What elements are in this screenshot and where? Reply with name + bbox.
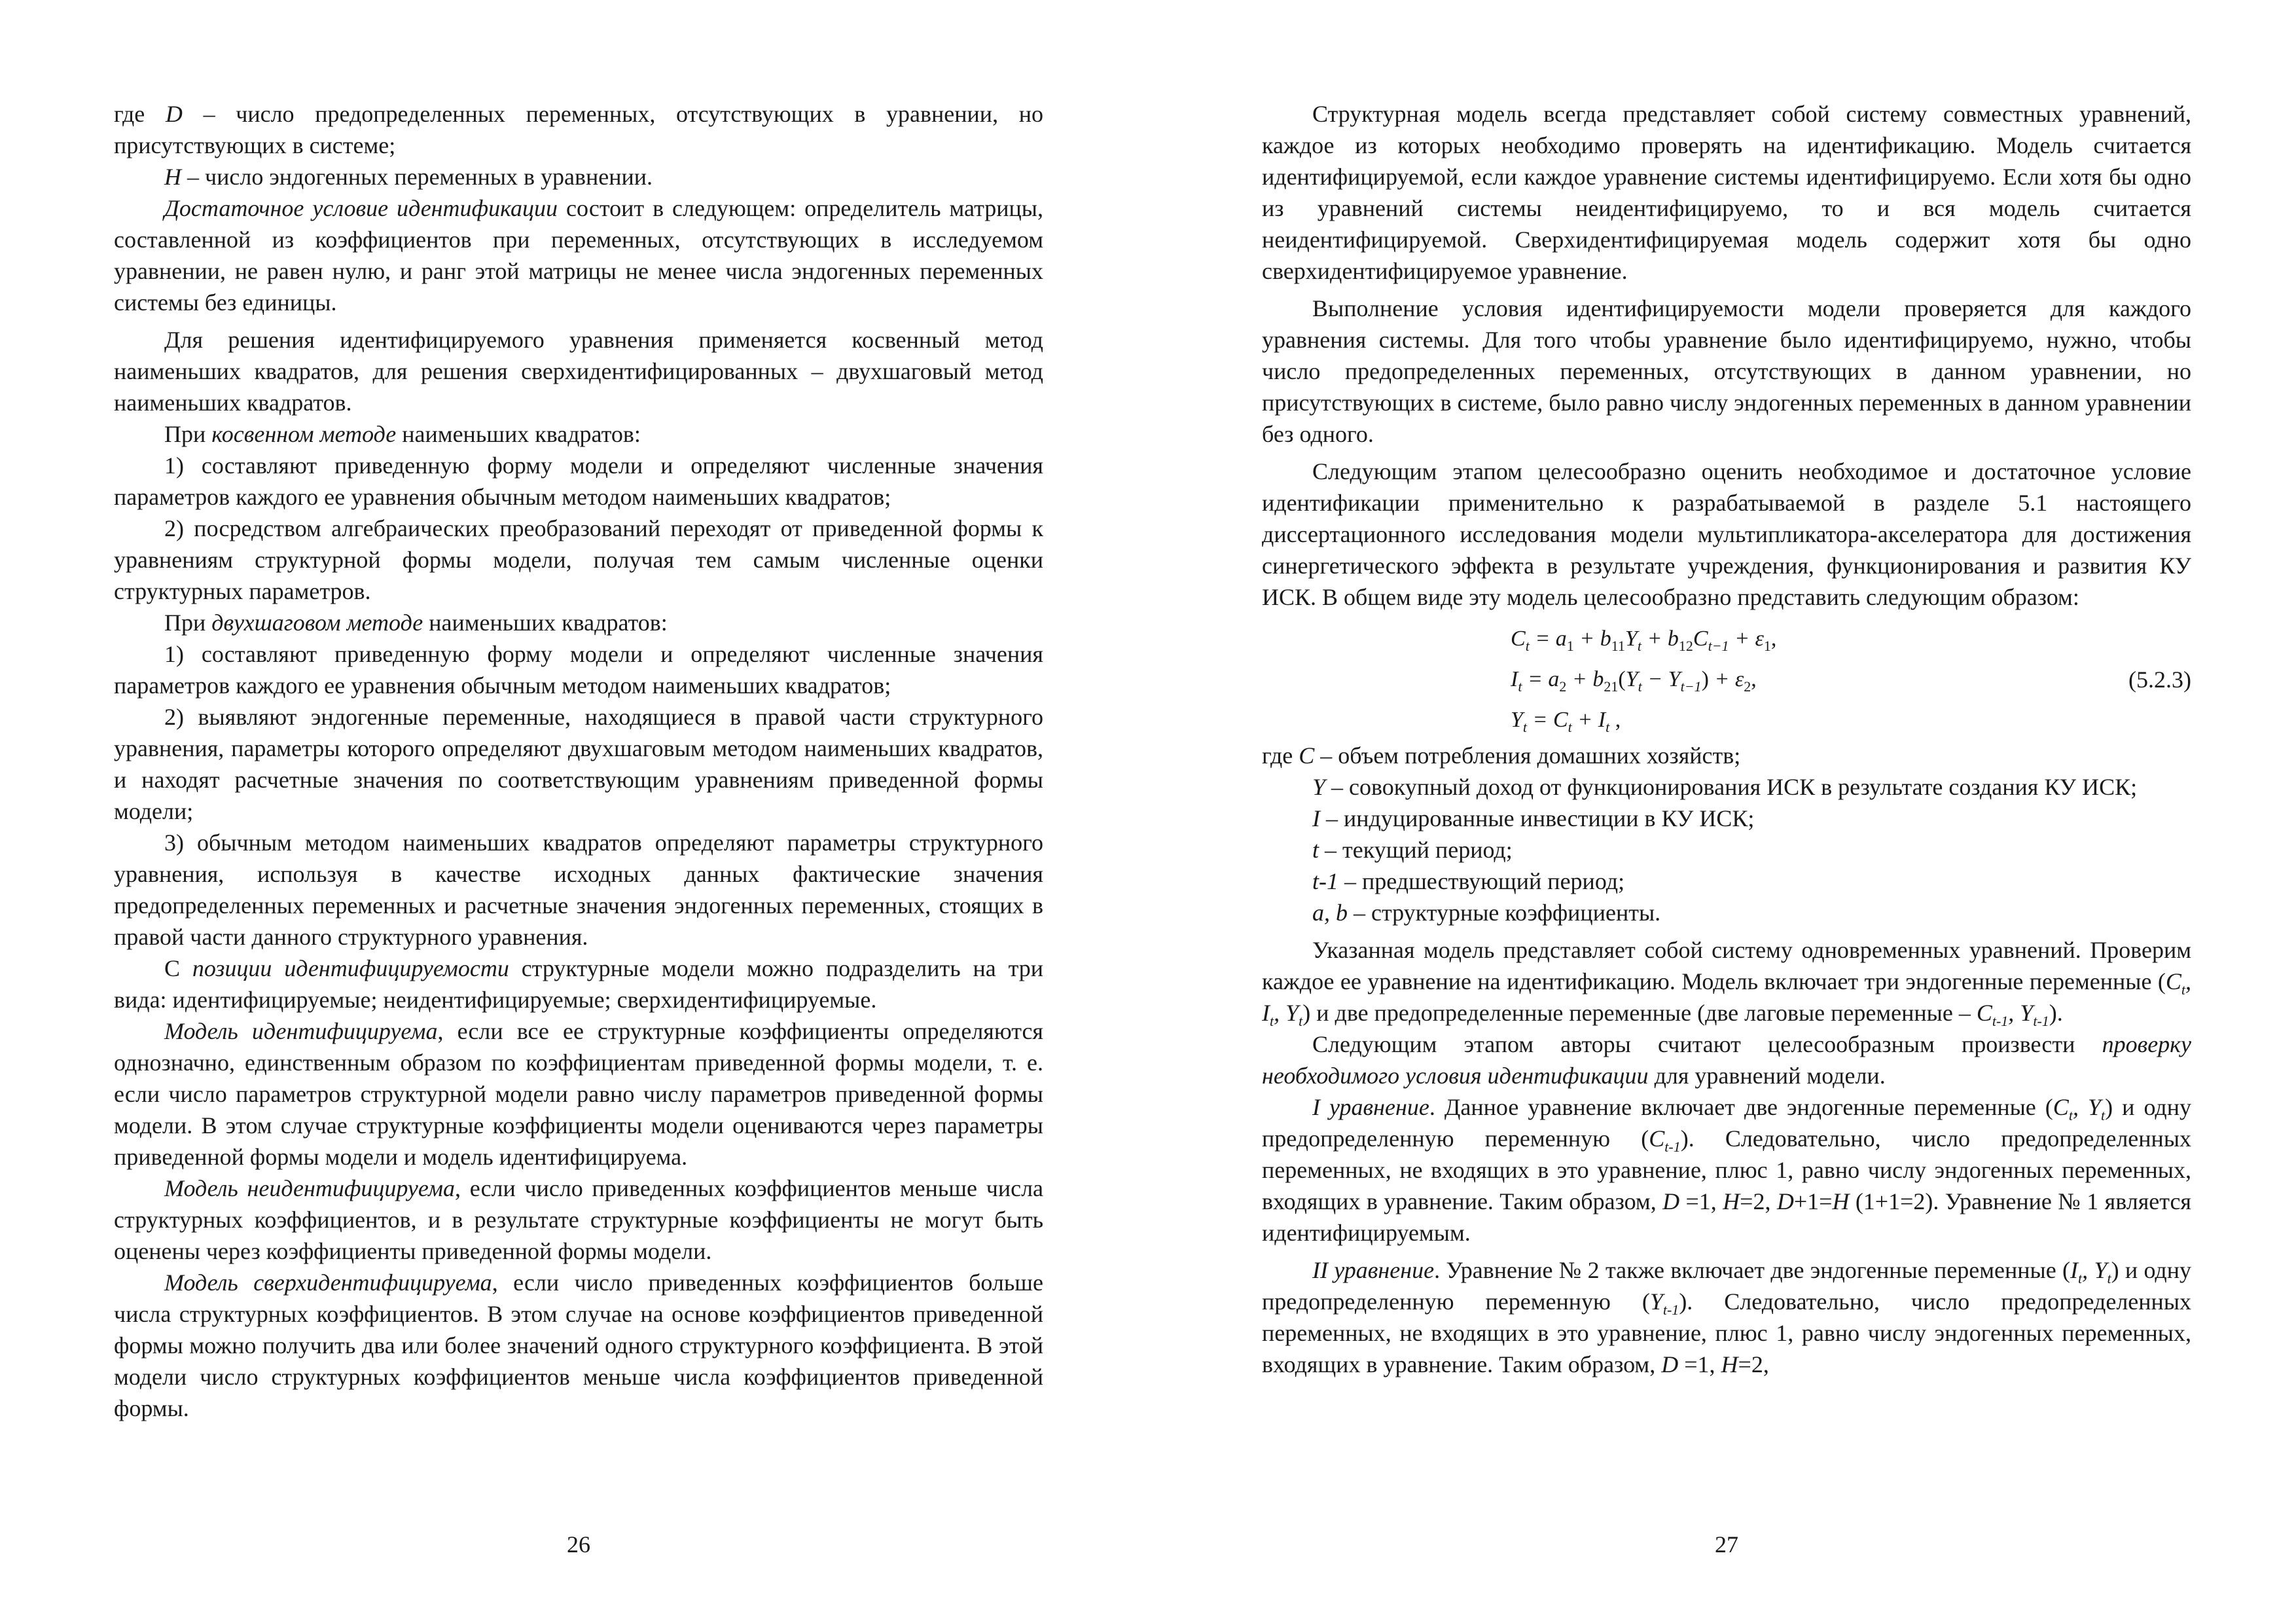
- equation-investment: $I_t = a_2 + b_{21}(Y_t - Y_{t-1}) + \varepsilon_2$,: [1511, 667, 1757, 695]
- list-item: 2) посредством алгебраических преобразований переходят от приведенной формы к уравнениям структурной формы модели, получая тем самым численные оценки структурных параметров.: [114, 515, 1043, 604]
- equation-number: (5.2.3): [2128, 666, 2191, 693]
- list-item: 2) выявляют эндогенные переменные, находящиеся в правой части структурного уравнения, параметры которого определяют двухшаговым методом наименьших квадратов, и находят расчетные значения по соответствующим уравнениям приведенной формы модели;: [114, 704, 1043, 824]
- paragraph: где D – число предопределенных переменных, отсутствующих в уравнении, но присутствующих в системе;: [114, 101, 1043, 158]
- paragraph: I – индуцированные инвестиции в КУ ИСК;: [1312, 805, 1755, 831]
- paragraph: С позиции идентифицируемости структурные модели можно подразделить на три вида: идентифицируемые; неидентифицируемые; сверхидентифицируемые.: [114, 955, 1044, 1013]
- page-number: 27: [1715, 1531, 1738, 1558]
- paragraph: Следующим этапом целесообразно оценить необходимое и достаточное условие идентификации применительно к разрабатываемой в разделе 5.1 настоящего диссертационного исследования модели мультипликатора-акселератора для достижения синергетического эффекта в результате учреждения, функционирования и развития КУ ИСК. В общем виде эту модель целесообразно представить следующим образом:: [1262, 458, 2191, 610]
- list-item: 1) составляют приведенную форму модели и определяют численные значения параметров каждого ее уравнения обычным методом наименьших квадратов;: [114, 641, 1043, 699]
- paragraph: Выполнение условия идентифицируемости модели проверяется для каждого уравнения системы. Для того чтобы уравнение было идентифицируемо, нужно, чтобы число предопределенных переменных, отсутствующих в данном уравнении, но присутствующих в системе, было равно числу эндогенных переменных в данном уравнении без одного.: [1262, 295, 2191, 447]
- left-text-column: [114, 98, 1043, 1424]
- paragraph: Для решения идентифицируемого уравнения применяется косвенный метод наименьших квадратов, для решения сверхидентифицированных – двухшаговый метод наименьших квадратов.: [114, 327, 1043, 416]
- paragraph: Структурная модель всегда представляет собой систему совместных уравнений, каждое из которых необходимо проверять на идентификацию. Модель считается идентифицируемой, если каждое уравнение системы идентифицируемо. Если хотя бы одно из уравнений системы неидентифицируемо, то и вся модель считается неидентифицируемой. Сверхидентифицируемая модель содержит хотя бы одно сверхидентифицируемое уравнение.: [1262, 101, 2191, 284]
- right-text-column: [1262, 98, 2191, 1380]
- paragraph: При двухшаговом методе наименьших квадратов:: [164, 610, 668, 636]
- paragraph: a, b – структурные коэффициенты.: [1312, 900, 1661, 926]
- paragraph: H – число эндогенных переменных в уравнении.: [164, 164, 653, 190]
- right-page: [1148, 0, 2296, 1623]
- paragraph: Следующим этапом авторы считают целесообразным произвести проверку необходимого условия идентификации для уравнений модели.: [1262, 1031, 2191, 1089]
- paragraph: Достаточное условие идентификации состоит в следующем: определитель матрицы, составленной из коэффициентов при переменных, отсутствующих в исследуемом уравнении, не равен нулю, и ранг этой матрицы не менее числа эндогенных переменных системы без единицы.: [114, 195, 1043, 316]
- paragraph: где C – объем потребления домашних хозяйств;: [1262, 742, 1741, 769]
- paragraph: При косвенном методе наименьших квадратов:: [164, 421, 641, 447]
- paragraph: Y – совокупный доход от функционирования ИСК в результате создания КУ ИСК;: [1312, 774, 2138, 800]
- list-item: 1) составляют приведенную форму модели и определяют численные значения параметров каждого ее уравнения обычным методом наименьших квадратов;: [114, 452, 1043, 510]
- equation-consumption: $C_t = a_1 + b_{11}Y_t + b_{12}C_{t-1} + \varepsilon_1$,: [1511, 627, 1777, 654]
- equation-income: $Y_t = C_t + I_t$ ,: [1511, 708, 1621, 735]
- paragraph: t – текущий период;: [1312, 837, 1513, 863]
- equation-system: [1262, 617, 2191, 739]
- paragraph: Модель неидентифицируема, если число приведенных коэффициентов меньше числа структурных коэффициентов, и в результате структурные коэффициенты не могут быть оценены через коэффициенты приведенной формы модели.: [114, 1175, 1044, 1264]
- paragraph: Модель сверхидентифицируема, если число приведенных коэффициентов больше числа структурных коэффициентов. В этом случае на основе коэффициентов приведенной формы можно получить два или более значений одного структурного коэффициента. В этой модели число структурных коэффициентов меньше числа коэффициентов приведенной формы.: [114, 1269, 1043, 1421]
- paragraph: Указанная модель представляет собой систему одновременных уравнений. Проверим каждое ее уравнение на идентификацию. Модель включает три эндогенные переменные ($C_t$, $I_t$, $Y_t$) и две предопределенные переменные (две лаговые переменные – $C_{t-1}$, $Y_{t-1}$).: [1262, 937, 2191, 1029]
- list-item: 3) обычным методом наименьших квадратов определяют параметры структурного уравнения, используя в качестве исходных данных фактические значения предопределенных переменных и расчетные значения эндогенных переменных, стоящих в правой части данного структурного уравнения.: [114, 830, 1043, 950]
- paragraph: II уравнение. Уравнение № 2 также включает две эндогенные переменные ($I_t$, $Y_t$) и одну предопределенную переменную $(Y_{t-1})$. Следовательно, число предопределенных переменных, не входящих в это уравнение, плюс 1, равно числу эндогенных переменных, входящих в уравнение. Таким образом, D =1, H=2,: [1262, 1257, 2192, 1377]
- page-number: 26: [567, 1531, 590, 1558]
- paragraph: Модель идентифицируема, если все ее структурные коэффициенты определяются однозначно, единственным образом по коэффициентам приведенной формы модели, т. е. если число параметров структурной модели равно числу параметров приведенной формы модели. В этом случае структурные коэффициенты модели оцениваются через параметры приведенной формы модели и модель идентифицируема.: [114, 1018, 1043, 1170]
- paragraph: I уравнение. Данное уравнение включает две эндогенные переменные ($C_t$, $Y_t$) и одну предопределенную переменную $(C_{t-1})$. Следовательно, число предопределенных переменных, не входящих в это уравнение, плюс 1, равно числу эндогенных переменных, входящих в уравнение. Таким образом, D =1, H=2, D+1=H (1+1=2). Уравнение № 1 является идентифицируемым.: [1262, 1094, 2192, 1246]
- paragraph: t-1 – предшествующий период;: [1312, 868, 1625, 894]
